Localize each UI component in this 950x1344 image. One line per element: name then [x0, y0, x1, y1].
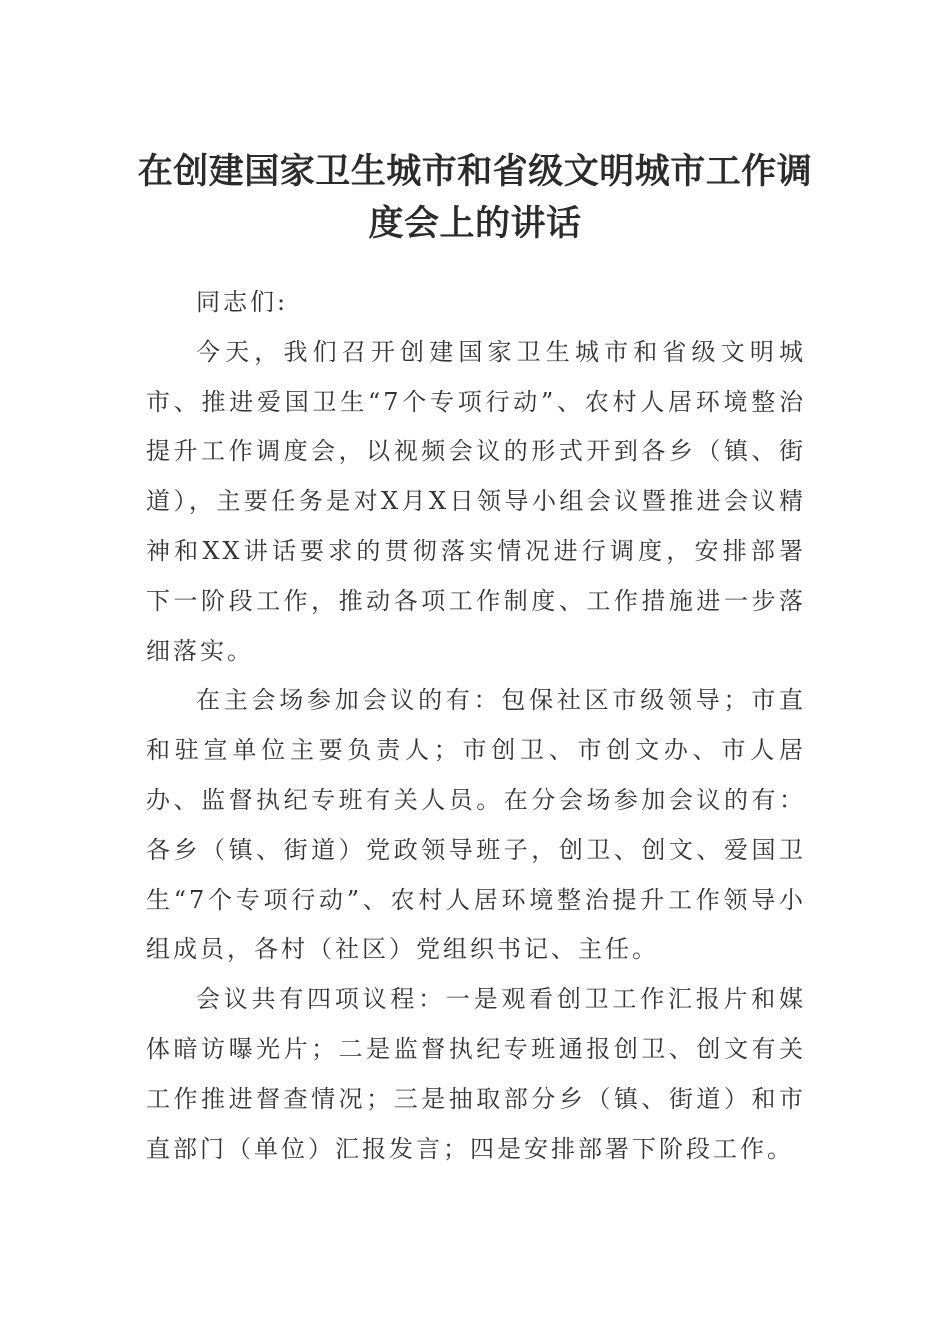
document-body — [146, 278, 806, 1174]
document-title — [120, 146, 830, 250]
paragraph-attendees: 在主会场参加会议的有：包保社区市级领导；市直和驻宣单位主要负责人；市创卫、市创文办、市人居办、监督执纪专班有关人员。在分会场参加会议的有：各乡（镇、街道）党政领导班子，创卫、创文、爱国卫生“7个专项行动”、农村人居环境整治提升工作领导小组成员，各村（社区）党组织书记、主任。 — [146, 686, 806, 964]
title-line-1: 在创建国家卫生城市和省级文明城市工作调 — [137, 151, 813, 192]
paragraph-opening: 今天，我们召开创建国家卫生城市和省级文明城市、推进爱国卫生“7个专项行动”、农村人居环境整治提升工作调度会，以视频会议的形式开到各乡（镇、街道），主要任务是对X月X日领导小组会议暨推进会议精神和XX讲话要求的贯彻落实情况进行调度，安排部署下一阶段工作，推动各项工作制度、工作措施进一步落细落实。 — [146, 337, 806, 665]
title-line-2: 度会上的讲话 — [368, 203, 582, 244]
paragraph-agenda: 会议共有四项议程：一是观看创卫工作汇报片和媒体暗访曝光片；二是监督执纪专班通报创卫、创文有关工作推进督查情况；三是抽取部分乡（镇、街道）和市直部门（单位）汇报发言；四是安排部署下阶段工作。 — [146, 985, 806, 1163]
greeting: 同志们: — [196, 288, 289, 316]
